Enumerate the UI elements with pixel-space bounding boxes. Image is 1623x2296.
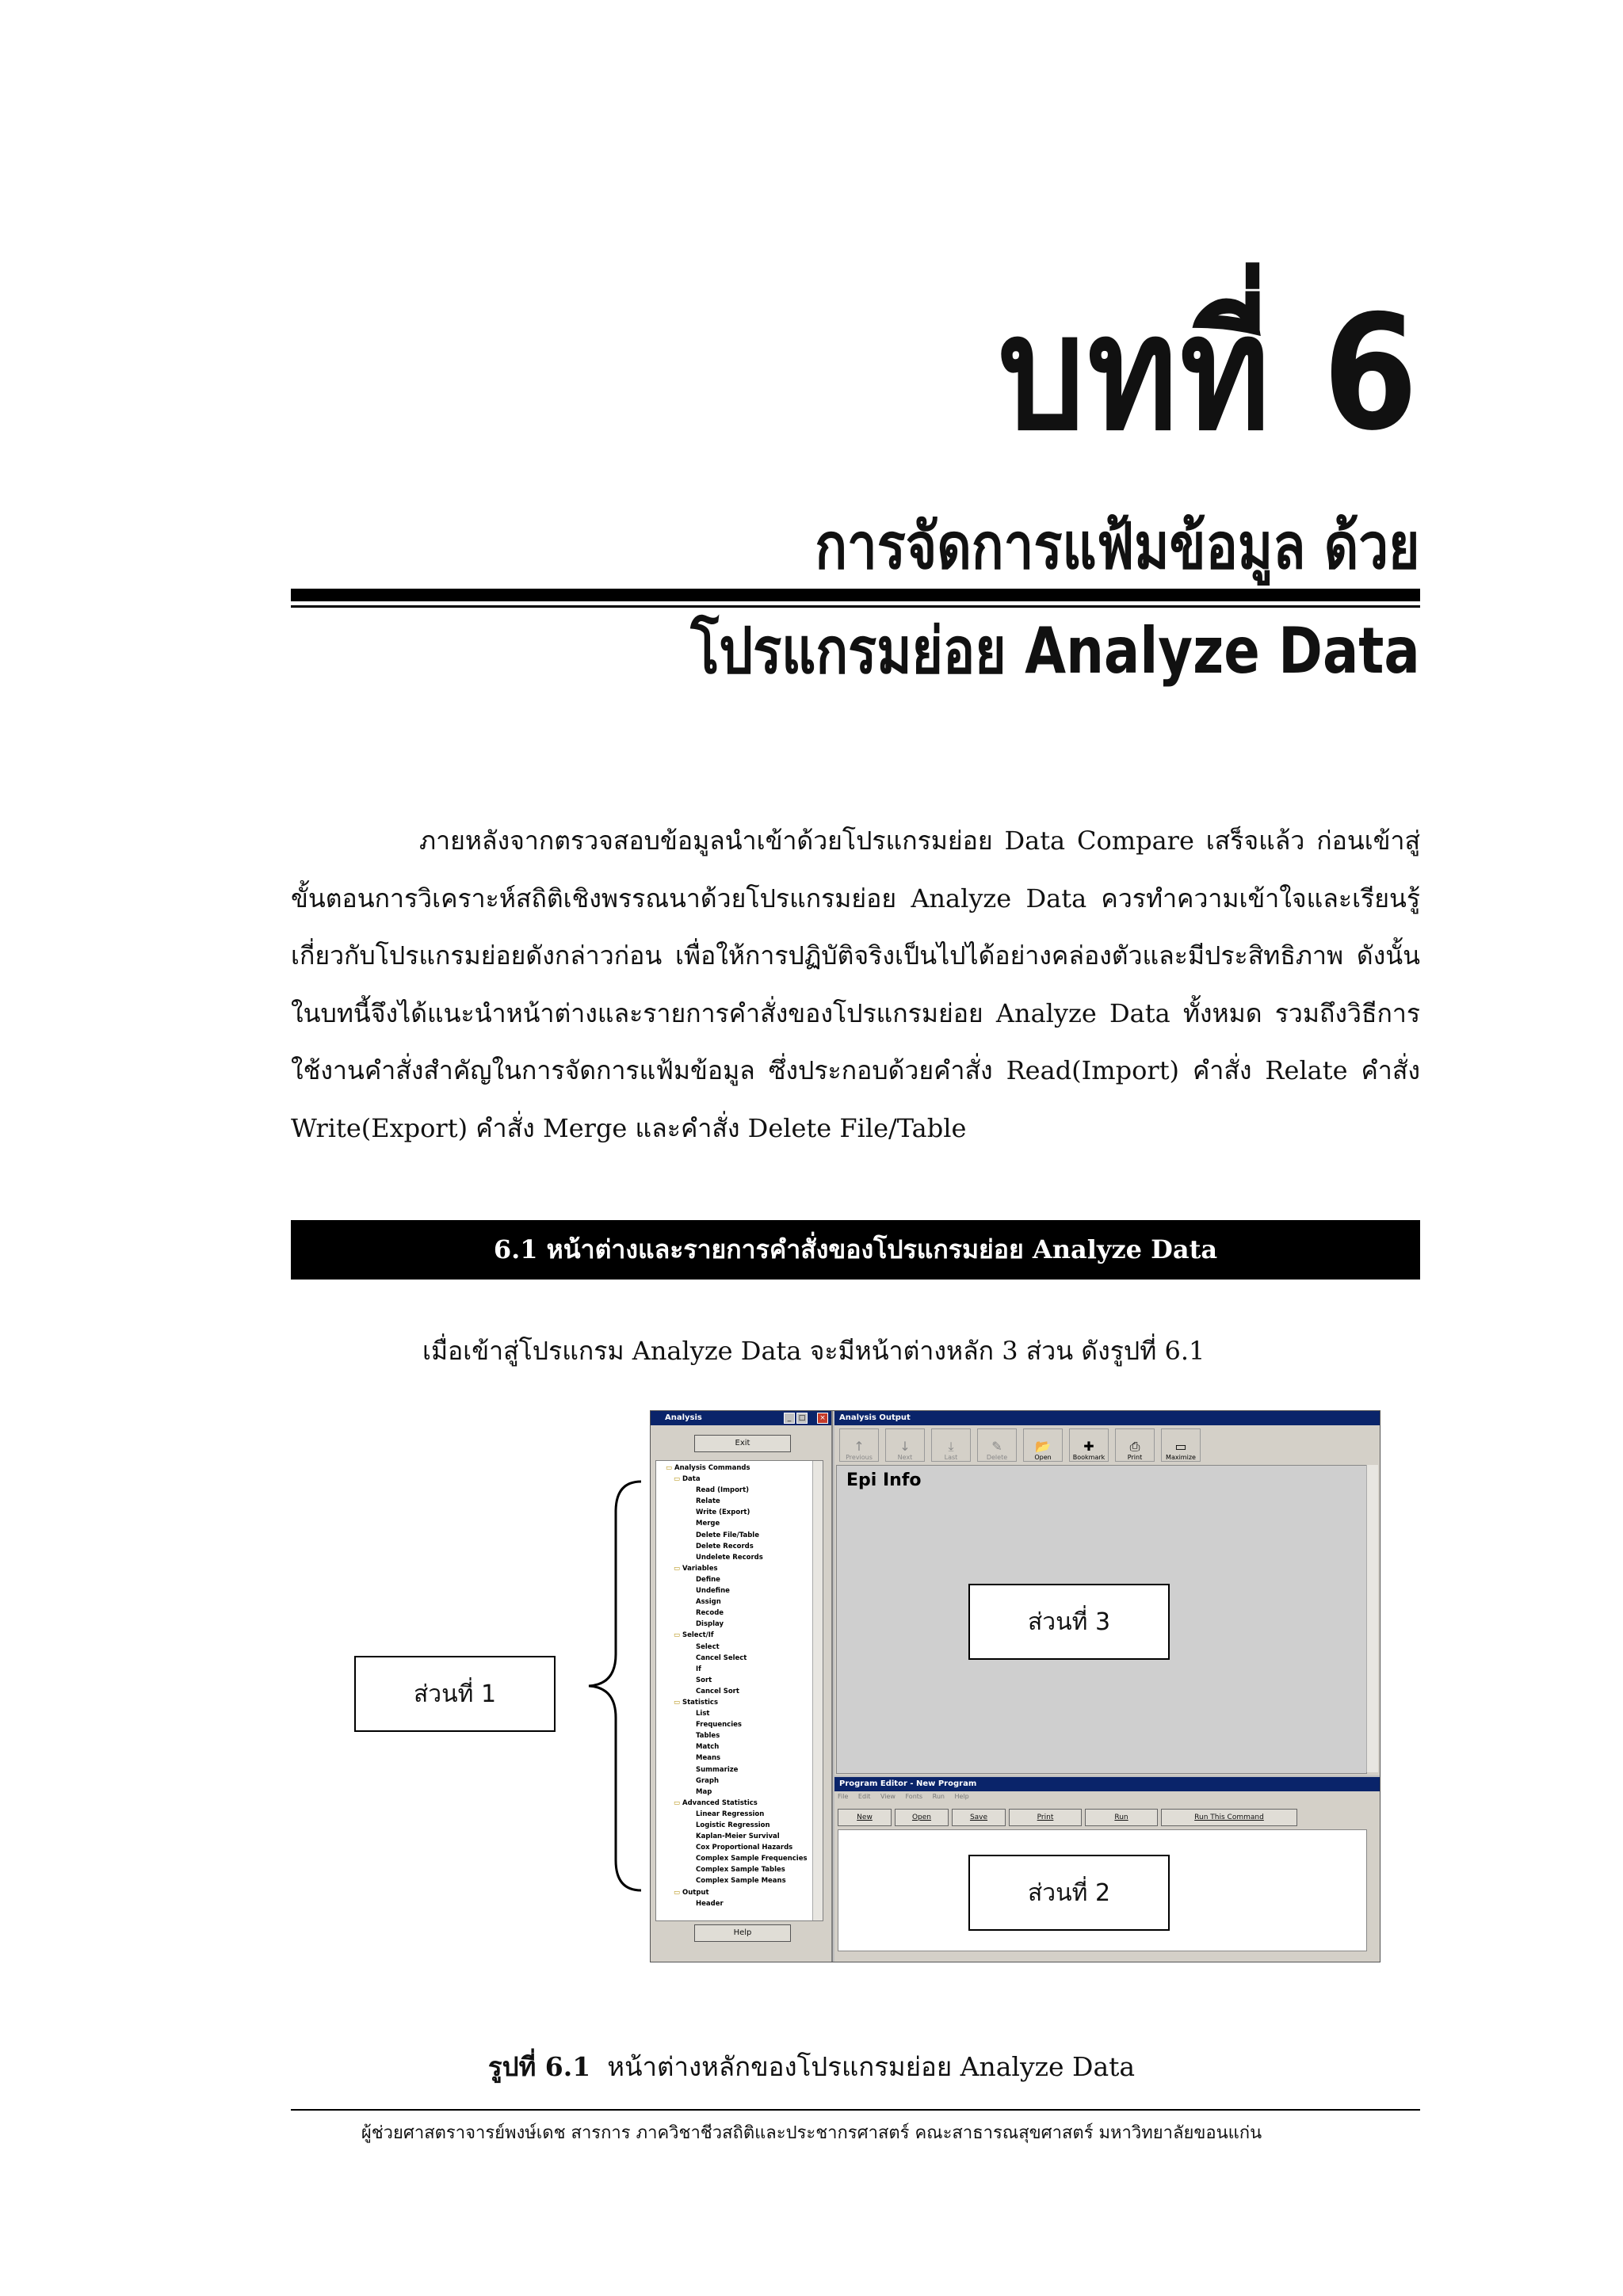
down-arrow-icon: ↓ [899, 1439, 911, 1454]
tree-item[interactable]: ▭ Statistics [656, 1697, 823, 1708]
tree-item[interactable]: Complex Sample Means [696, 1877, 786, 1886]
open-folder-icon: 📂 [1035, 1439, 1051, 1454]
editor-button[interactable]: Print [1009, 1809, 1082, 1826]
tree-item[interactable]: Assign [696, 1598, 721, 1607]
tree-item[interactable]: Map [696, 1787, 712, 1796]
section-heading-bar [291, 1220, 1420, 1280]
tree-item[interactable]: ▭ Select/If [656, 1630, 823, 1641]
tree-item[interactable]: Header [696, 1899, 724, 1908]
toolbar-button-label: Print [1127, 1454, 1143, 1461]
editor-button[interactable]: Save [952, 1809, 1006, 1826]
output-titlebar [834, 1411, 1380, 1425]
figure-caption-label: รูปที่ 6.1 [487, 2051, 591, 2082]
tree-item[interactable]: Delete Records [696, 1542, 754, 1550]
title-divider-thin [291, 605, 1420, 608]
toolbar-button-open[interactable] [1023, 1428, 1063, 1462]
toolbar-button-print[interactable] [1115, 1428, 1155, 1462]
analysis-window-title: Analysis [665, 1413, 702, 1422]
tree-item[interactable]: Undelete Records [696, 1553, 763, 1562]
tree-item[interactable]: Complex Sample Frequencies [696, 1855, 808, 1863]
title-divider-thick [291, 589, 1420, 601]
toolbar-button-label: Delete [986, 1454, 1008, 1461]
tree-item[interactable]: Kaplan-Meier Survival [696, 1833, 780, 1841]
restore-icon[interactable]: □ [796, 1413, 808, 1424]
tree-item[interactable]: Read (Import) [696, 1486, 750, 1495]
toolbar-button-label: Previous [846, 1454, 873, 1461]
tree-item[interactable]: Display [696, 1620, 724, 1629]
last-icon: ⤓ [948, 1439, 954, 1454]
editor-button[interactable]: Run This Command [1161, 1809, 1297, 1826]
section-lead: เมื่อเข้าสู่โปรแกรม Analyze Data จะมีหน้าต่างหลัก 3 ส่วน ดังรูปที่ 6.1 [422, 1336, 1205, 1366]
command-tree [655, 1460, 823, 1921]
help-button[interactable]: Help [694, 1924, 791, 1942]
chapter-title-line-2: โปรแกรมย่อย Analyze Data [690, 614, 1420, 688]
callout-part-2: ส่วนที่ 2 [968, 1855, 1170, 1931]
tree-item[interactable]: Recode [696, 1609, 724, 1618]
tree-item[interactable]: ▭ Output [656, 1887, 823, 1898]
output-heading: Epi Info [846, 1470, 922, 1490]
exit-button[interactable]: Exit [694, 1435, 791, 1452]
tree-item[interactable]: Cox Proportional Hazards [696, 1844, 793, 1852]
editor-button[interactable]: Open [895, 1809, 949, 1826]
footer-divider [291, 2109, 1420, 2111]
toolbar-button-label: Next [897, 1454, 913, 1461]
tree-scrollbar[interactable] [812, 1461, 823, 1920]
tree-item[interactable]: Complex Sample Tables [696, 1866, 785, 1875]
editor-window-title: Program Editor - New Program [839, 1779, 977, 1788]
tree-item[interactable]: Tables [696, 1732, 720, 1741]
toolbar-button-previous[interactable] [839, 1428, 879, 1462]
tree-item[interactable]: Logistic Regression [696, 1821, 770, 1829]
tree-item[interactable]: Linear Regression [696, 1810, 765, 1818]
editor-button[interactable]: New [838, 1809, 892, 1826]
up-arrow-icon: ↑ [854, 1439, 865, 1454]
tree-item[interactable]: Write (Export) [696, 1508, 750, 1517]
tree-item[interactable]: Cancel Sort [696, 1687, 739, 1695]
toolbar-button-next[interactable] [885, 1428, 925, 1462]
tree-item[interactable]: Delete File/Table [696, 1531, 759, 1539]
brace-bracket [582, 1480, 646, 1892]
tree-item[interactable]: Relate [696, 1497, 720, 1506]
editor-menu-bar[interactable]: File Edit View Fonts Run Help [838, 1793, 969, 1800]
toolbar-button-maximize[interactable] [1161, 1428, 1201, 1462]
toolbar-button-label: Open [1034, 1454, 1052, 1461]
tree-item[interactable]: Undefine [696, 1587, 730, 1596]
toolbar-button-last[interactable] [931, 1428, 971, 1462]
tree-item[interactable]: Cancel Select [696, 1653, 747, 1662]
section-heading: 6.1 หน้าต่างและรายการคำสั่งของโปรแกรมย่อย Analyze Data [493, 1234, 1218, 1264]
toolbar-button-label: Bookmark [1072, 1454, 1106, 1461]
tree-item[interactable]: Summarize [696, 1765, 739, 1774]
tree-item[interactable]: Frequencies [696, 1721, 742, 1730]
toolbar-button-delete[interactable] [977, 1428, 1017, 1462]
maximize-icon: ▭ [1174, 1439, 1187, 1454]
callout-part-3: ส่วนที่ 3 [968, 1584, 1170, 1660]
output-window-title: Analysis Output [839, 1413, 911, 1422]
editor-button[interactable]: Run [1085, 1809, 1158, 1826]
figure-caption-text: หน้าต่างหลักของโปรแกรมย่อย Analyze Data [607, 2051, 1136, 2082]
minimize-icon[interactable]: _ [784, 1413, 795, 1424]
tree-item[interactable]: Select [696, 1642, 720, 1651]
output-toolbar [836, 1428, 1378, 1462]
output-scrollbar[interactable] [1366, 1465, 1378, 1772]
editor-button-row [838, 1809, 1297, 1826]
callout-part-1: ส่วนที่ 1 [354, 1656, 556, 1732]
command-tree-list [656, 1463, 823, 1909]
printer-icon: ⎙ [1129, 1439, 1140, 1454]
intro-paragraph: ภายหลังจากตรวจสอบข้อมูลนำเข้าด้วยโปรแกรมย่อย Data Compare เสร็จแล้ว ก่อนเข้าสู่ขั้นตอนการวิเคราะห์สถิติเชิงพรรณนาด้วยโปรแกรมย่อย Analyze Data ควรทำความเข้าใจและเรียนรู้เกี่ยวกับโปรแกรมย่อยดังกล่าวก่อน เพื่อให้การปฏิบัติจริงเป็นไปได้อย่างคล่องตัวและมีประสิทธิภาพ ดังนั้นในบทนี้จึงได้แนะนำหน้าต่างและรายการคำสั่งของโปรแกรมย่อย Analyze Data ทั้งหมด รวมถึงวิธีการใช้งานคำสั่งสำคัญในการจัดการแฟ้มข้อมูล ซึ่งประกอบด้วยคำสั่ง Read(Import) คำสั่ง Relate คำสั่ง Write(Export) คำสั่ง Merge และคำสั่ง Delete File/Table [291, 826, 1420, 1143]
tree-item[interactable]: Graph [696, 1776, 720, 1785]
bookmark-icon: ✚ [1083, 1439, 1094, 1454]
tree-item[interactable]: ▭ Analysis Commands [656, 1463, 823, 1474]
figure-caption [0, 2046, 1623, 2088]
chapter-number: บทที่ 6 [998, 281, 1420, 466]
tree-item[interactable]: Means [696, 1754, 721, 1763]
delete-icon: ✎ [991, 1439, 1002, 1454]
tree-item[interactable]: Match [696, 1743, 720, 1752]
chapter-title-line-1: การจัดการแฟ้มข้อมูล ด้วย [815, 509, 1420, 583]
tree-item[interactable]: ▭ Variables [656, 1563, 823, 1574]
tree-item[interactable]: ▭ Data [656, 1474, 823, 1485]
toolbar-button-label: Last [944, 1454, 958, 1461]
tree-item[interactable]: If [696, 1665, 701, 1673]
tree-item[interactable]: Merge [696, 1520, 720, 1528]
tree-item[interactable]: Sort [696, 1676, 712, 1684]
tree-item[interactable]: List [696, 1710, 710, 1718]
analysis-command-pane [651, 1411, 833, 1962]
page-footer: ผู้ช่วยศาสตราจารย์พงษ์เดช สารการ ภาควิชาชีวสถิติและประชากรศาสตร์ คณะสาธารณสุขศาสตร์ มหาวิทยาลัยขอนแก่น [361, 2123, 1262, 2143]
toolbar-button-bookmark[interactable] [1069, 1428, 1109, 1462]
toolbar-button-label: Maximize [1166, 1454, 1196, 1461]
tree-item[interactable]: Define [696, 1575, 720, 1584]
tree-item[interactable]: ▭ Advanced Statistics [656, 1798, 823, 1809]
close-icon[interactable]: × [817, 1413, 828, 1424]
editor-titlebar [834, 1777, 1380, 1791]
